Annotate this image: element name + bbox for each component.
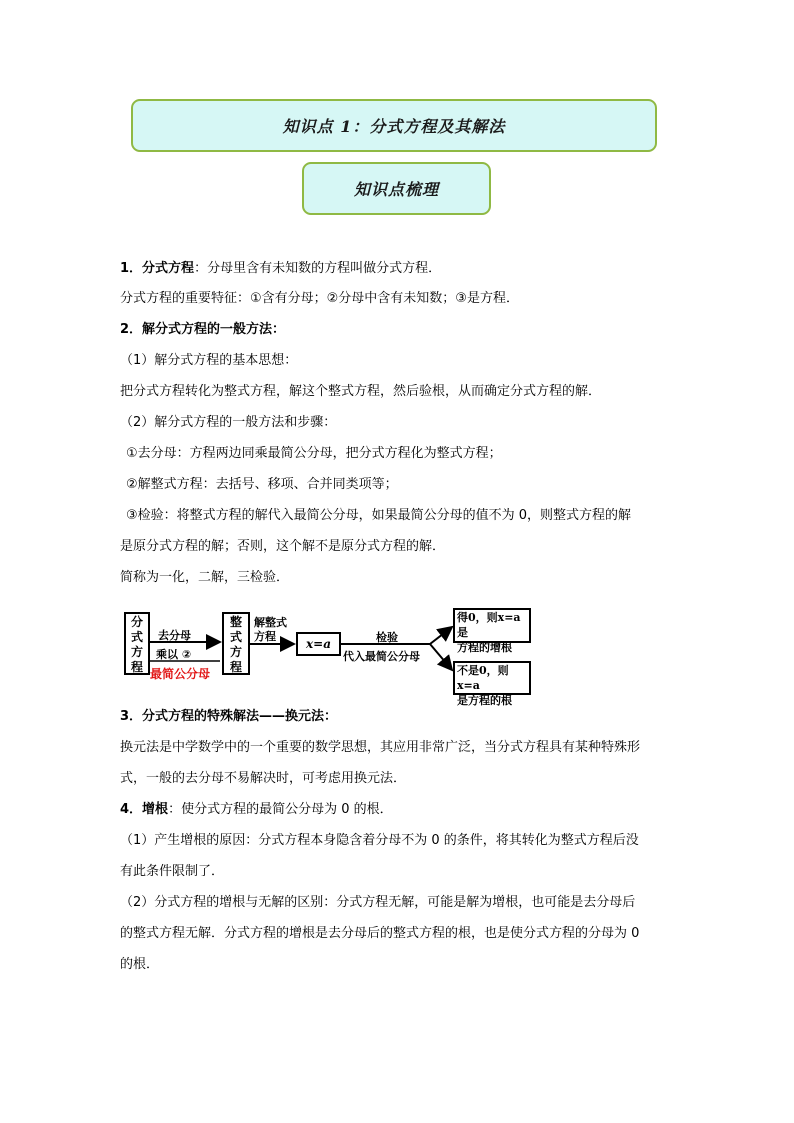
paragraph: 的整式方程无解．分式方程的增根是去分母后的整式方程的根，也是使分式方程的分母为 0 bbox=[120, 926, 640, 941]
item-4 bbox=[120, 802, 680, 818]
item-number: 1． bbox=[120, 261, 143, 276]
term: 增根 bbox=[142, 802, 169, 817]
summary: 简称为一化，二解，三检验． bbox=[120, 570, 290, 585]
paragraph: 式，一般的去分母不易解决时，可考虑用换元法． bbox=[120, 771, 407, 786]
paragraph: 换元法是中学数学中的一个重要的数学思想，其应用非常广泛，当分式方程具有某种特殊形 bbox=[120, 740, 641, 755]
box-char: 程 bbox=[229, 660, 242, 674]
step: ①去分母：方程两边同乘最简公分母，把分式方程化为整式方程； bbox=[126, 446, 502, 461]
paragraph: （2）解分式方程的一般方法和步骤： bbox=[120, 415, 337, 430]
subsection-title: 知识点梳理 bbox=[353, 180, 439, 199]
box-fractional-equation bbox=[124, 612, 150, 675]
paragraph: （1）产生增根的原因：分式方程本身隐含着分母不为 0 的条件，将其转化为整式方程后没 bbox=[120, 833, 639, 848]
step: ③检验：将整式方程的解代入最简公分母，如果最简公分母的值不为 0，则整式方程的解 bbox=[126, 508, 632, 523]
step: ②解整式方程：去括号、移项、合并同类项等； bbox=[126, 477, 398, 492]
definition: ：使分式方程的最简公分母为 0 的根． bbox=[168, 802, 393, 817]
result-text: 方程的增根 bbox=[457, 641, 512, 654]
box-valid-root bbox=[453, 661, 531, 707]
term: 分式方程 bbox=[142, 261, 195, 276]
label-substitute: 代入最简公分母 bbox=[343, 650, 420, 663]
box-extraneous-root bbox=[453, 608, 531, 654]
label-check: 检验 bbox=[376, 631, 398, 644]
box-char: 式 bbox=[229, 630, 242, 644]
box-char: 方 bbox=[130, 645, 143, 659]
step-cont: 是原分式方程的解；否则，这个解不是原分式方程的解． bbox=[120, 539, 446, 554]
box-solution: x=a bbox=[296, 632, 341, 656]
branch-down bbox=[430, 644, 452, 670]
label-remove-denominator: 去分母 bbox=[158, 629, 191, 642]
paragraph: （2）分式方程的增根与无解的区别：分式方程无解，可能是解为增根，也可能是去分母后 bbox=[120, 895, 636, 910]
label-solve: 解整式 bbox=[254, 616, 287, 629]
box-polynomial-equation bbox=[222, 612, 250, 675]
box-char: 式 bbox=[130, 630, 143, 644]
item-2-heading: 2．解分式方程的一般方法： bbox=[120, 322, 286, 337]
paragraph: 的根． bbox=[120, 957, 160, 972]
item-3-heading: 3．分式方程的特殊解法——换元法： bbox=[120, 709, 338, 724]
paragraph: 有此条件限制了． bbox=[120, 864, 225, 879]
label-equation: 方程 bbox=[254, 630, 276, 643]
paragraph: 把分式方程转化为整式方程，解这个整式方程，然后验根，从而确定分式方程的解． bbox=[120, 384, 602, 399]
box-char: 程 bbox=[130, 660, 143, 674]
result-text: 不是0，则x=a bbox=[457, 664, 509, 692]
box-char: 方 bbox=[229, 645, 242, 659]
label-lcd: 最简公分母 bbox=[150, 667, 211, 681]
label-multiply: 乘以 ② bbox=[156, 648, 192, 661]
paragraph: （1）解分式方程的基本思想： bbox=[120, 353, 298, 368]
box-char: 整 bbox=[229, 615, 242, 629]
box-char: 分 bbox=[130, 615, 143, 629]
result-text: 是方程的根 bbox=[457, 694, 512, 707]
feature-line: 分式方程的重要特征：①含有分母；②分母中含有未知数；③是方程． bbox=[120, 291, 519, 306]
section-title: 知识点 1：分式方程及其解法 bbox=[282, 117, 506, 136]
result-text: 得0，则x=a是 bbox=[457, 611, 521, 639]
branch-up bbox=[430, 627, 452, 644]
item-number: 4． bbox=[120, 802, 143, 817]
definition: ：分母里含有未知数的方程叫做分式方程． bbox=[194, 261, 442, 276]
